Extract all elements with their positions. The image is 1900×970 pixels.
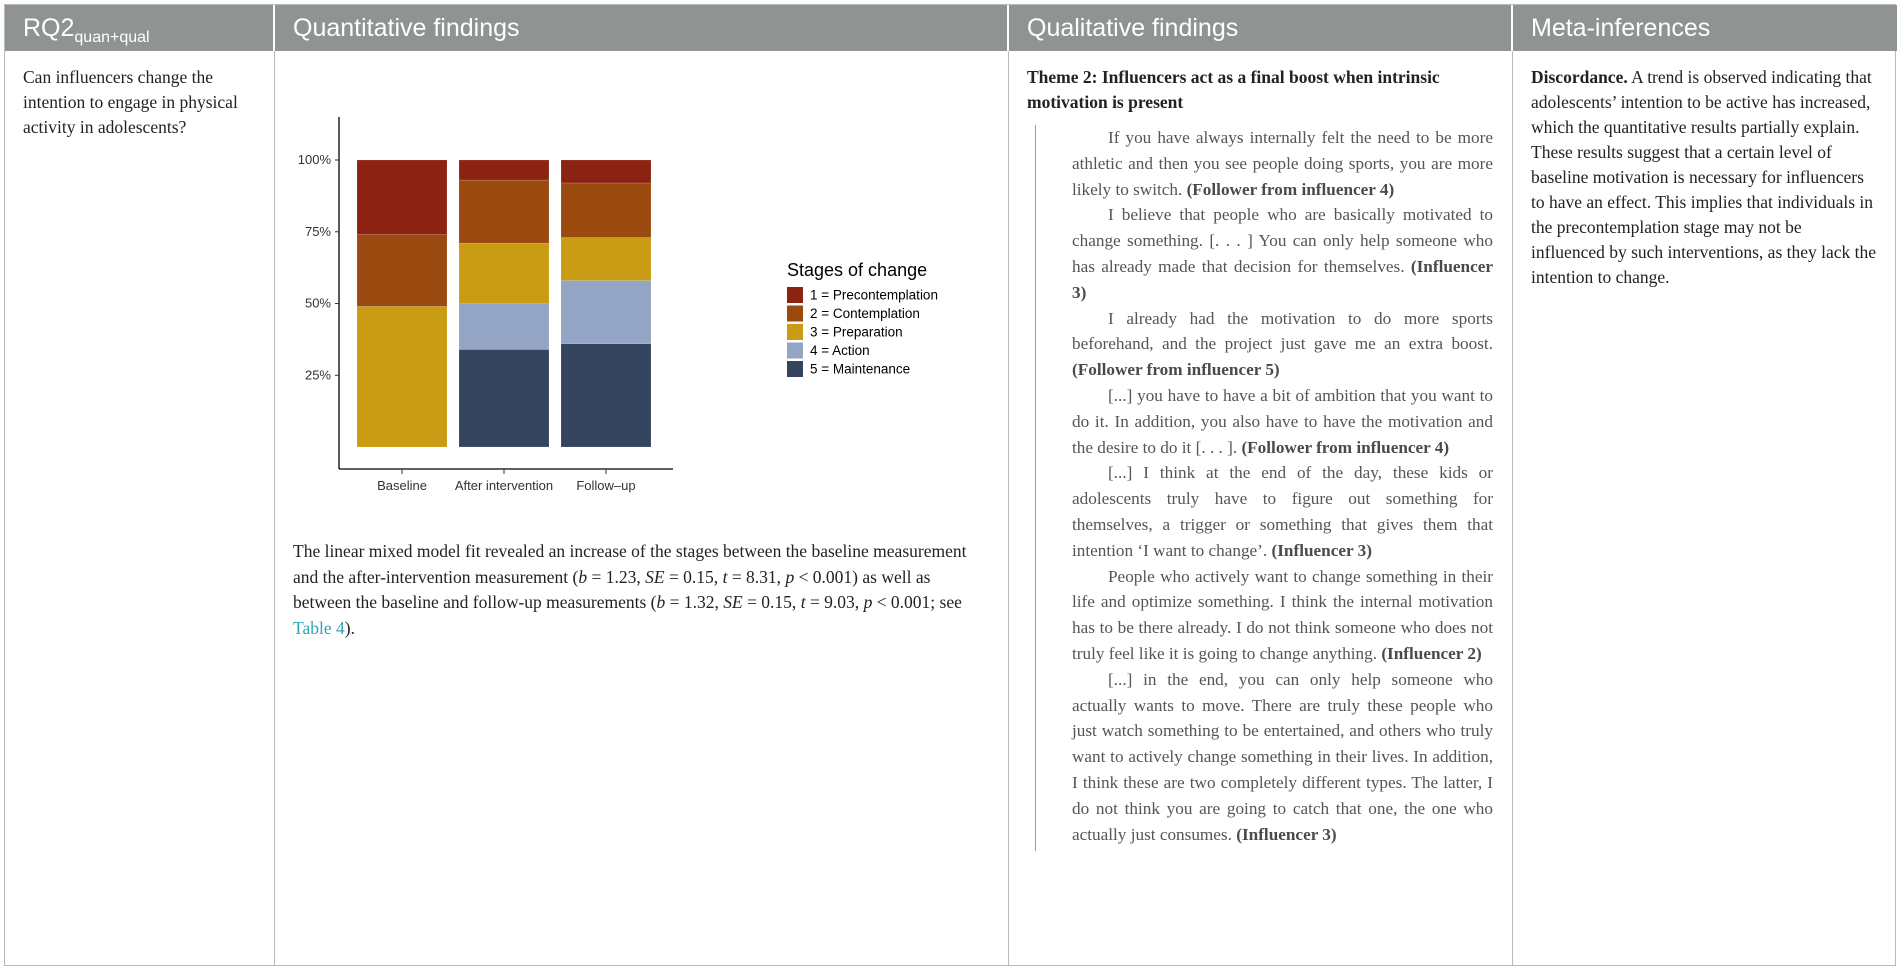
legend-swatch bbox=[787, 306, 803, 322]
bar-segment bbox=[561, 344, 651, 447]
quote-source: (Follower from influencer 5) bbox=[1072, 360, 1280, 380]
bar-segment bbox=[561, 237, 651, 280]
quote-source: (Influencer 3) bbox=[1072, 256, 1493, 302]
theme-heading: Theme 2: Influencers act as a final boost when intrinsic motivation is present bbox=[1027, 67, 1440, 112]
bar-segment bbox=[459, 160, 549, 180]
quote-7: [...] in the end, you can only help someone who actually wants to move. There are truly these people who just watch something to be entertained, and others who truly want to actively change something in their lives. In addition, I think these are two completely different types. The latter, I do not think you are going to catch that one, the one who actually just consumes. (Influencer 3) bbox=[1072, 669, 1493, 844]
quote-1: If you have always internally felt the need to be more athletic and then you see people doing sports, you are more likely to switch. (Follower from influencer 4) bbox=[1072, 128, 1493, 199]
quote-2: I believe that people who are basically motivated to change something. [. . . ] You can only help someone who has already made that decision for themselves. (Influencer 3) bbox=[1072, 205, 1493, 302]
legend-swatch bbox=[787, 361, 803, 377]
bar-segment bbox=[459, 304, 549, 350]
legend-title: Stages of change bbox=[787, 260, 928, 280]
bar-segment bbox=[561, 160, 651, 183]
legend bbox=[787, 260, 938, 377]
research-question: Can influencers change the intention to engage in physical activity in adolescents? bbox=[23, 67, 238, 137]
legend-label: 5 = Maintenance bbox=[810, 361, 911, 377]
y-tick-label: 50% bbox=[304, 295, 331, 311]
bar-segment bbox=[459, 180, 549, 243]
legend-swatch bbox=[787, 287, 803, 303]
x-tick-label: Follow–up bbox=[576, 478, 636, 493]
quote-3: I already had the motivation to do more sports beforehand, and the project just gave me an extra boost. (Follower from influencer 5) bbox=[1072, 308, 1493, 380]
legend-label: 2 = Contemplation bbox=[810, 306, 920, 321]
bar-segment bbox=[459, 243, 549, 303]
table-4-link[interactable]: Table 4 bbox=[293, 617, 345, 638]
bar-segment bbox=[561, 281, 651, 344]
header-meta-inferences: Meta-inferences bbox=[1513, 5, 1897, 51]
quantitative-paragraph: The linear mixed model fit revealed an increase of the stages between the baseline measurement and the after-intervention measurement (b = 1.23, SE = 0.15, t = 8.31, p < 0.001) as well as between the baseline and follow-up measurements (b = 1.32, SE = 0.15, t = 9.03, p < 0.001; see Table 4). bbox=[293, 541, 967, 638]
x-tick-label: After intervention bbox=[454, 478, 554, 493]
header-rq2-subscript: quan+qual bbox=[74, 29, 150, 46]
legend-swatch bbox=[787, 343, 803, 359]
quote-source: (Influencer 3) bbox=[1271, 540, 1372, 560]
y-tick-label: 100% bbox=[297, 152, 331, 167]
legend-swatch bbox=[787, 324, 803, 340]
stacked-bar-chart bbox=[287, 81, 938, 493]
bar-segment bbox=[459, 349, 549, 447]
qualitative-cell bbox=[1009, 51, 1511, 865]
y-tick-label: 75% bbox=[304, 223, 331, 239]
meta-body: A trend is observed indicating that adolescents’ intention to be active has increased, which the quantitative results partially explain. These results suggest that a certain level of baseline motivation is necessary for influencers to have an effect. This implies that individuals in the precontemplation stage may not be influenced by such interventions, as they lack the intention to change. bbox=[1531, 67, 1877, 287]
quantitative-cell bbox=[275, 51, 1007, 965]
y-tick-label: 25% bbox=[304, 367, 331, 383]
bar-segment bbox=[357, 235, 447, 307]
bars-group bbox=[357, 160, 651, 447]
x-tick-label: Baseline bbox=[377, 478, 427, 493]
header-quantitative: Quantitative findings bbox=[275, 5, 1009, 51]
quote-4: [...] you have to have a bit of ambition that you want to do it. In addition, you also have to have the motivation and the desire to do it [. . . ]. (Follower from influencer 4) bbox=[1072, 385, 1493, 457]
meta-inference-text bbox=[1513, 51, 1897, 304]
header-rq2-label: RQ2 bbox=[23, 14, 75, 42]
quote-5: [...] I think at the end of the day, these kids or adolescents truly have to figure out something for themselves, a trigger or something that gives them that intention ‘I want to change’. (Influencer 3) bbox=[1072, 463, 1493, 560]
y-ticks-group bbox=[298, 152, 339, 382]
legend-label: 4 = Action bbox=[810, 343, 870, 358]
quote-source: (Follower from influencer 4) bbox=[1186, 179, 1395, 199]
meta-label: Discordance. bbox=[1531, 67, 1628, 87]
quote-source: (Follower from influencer 4) bbox=[1241, 437, 1450, 457]
x-ticks-group bbox=[377, 469, 636, 493]
header-qualitative: Qualitative findings bbox=[1009, 5, 1513, 51]
findings-table bbox=[4, 4, 1896, 966]
bar-segment bbox=[561, 183, 651, 238]
bar-segment bbox=[357, 306, 447, 447]
quote-source: (Influencer 2) bbox=[1381, 643, 1482, 663]
quote-source: (Influencer 3) bbox=[1236, 824, 1337, 844]
quote-6: People who actively want to change something in their life and optimize something. I think the internal motivation has to be there already. I do not think someone who does not truly feel like it is going to change anything. (Influencer 2) bbox=[1072, 566, 1493, 663]
legend-label: 3 = Preparation bbox=[810, 324, 903, 340]
legend-label: 1 = Precontemplation bbox=[810, 287, 938, 303]
bar-segment bbox=[357, 160, 447, 235]
quotes-block bbox=[1035, 125, 1493, 851]
header-rq2 bbox=[5, 5, 275, 51]
